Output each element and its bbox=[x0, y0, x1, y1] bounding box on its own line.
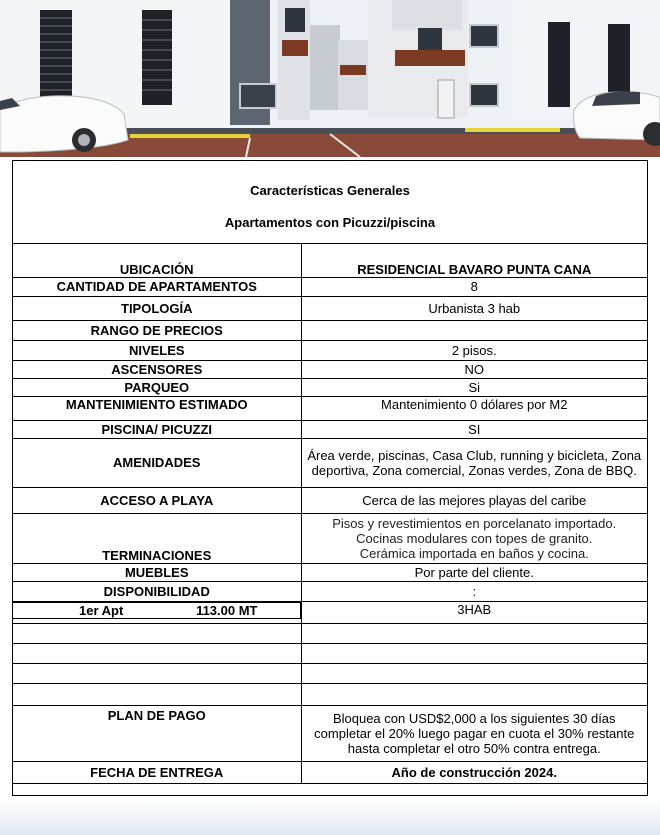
table-row-empty bbox=[13, 623, 647, 643]
row-label-parqueo: PARQUEO bbox=[13, 378, 301, 396]
row-value-niveles: 2 pisos. bbox=[301, 340, 647, 360]
table-row bbox=[13, 320, 647, 340]
row-value-muebles: Por parte del cliente. bbox=[301, 563, 647, 581]
row-label-cantidad: CANTIDAD DE APARTAMENTOS bbox=[13, 277, 301, 296]
terminaciones-line: Cerámica importada en baños y cocina. bbox=[359, 545, 589, 561]
table-row bbox=[13, 420, 647, 438]
row-value-mantenimiento: Mantenimiento 0 dólares por M2 bbox=[301, 396, 647, 420]
building-render-photo bbox=[0, 0, 660, 157]
table-row bbox=[13, 243, 647, 277]
row-label-fecha: FECHA DE ENTREGA bbox=[13, 761, 301, 783]
row-value-tipologia: Urbanista 3 hab bbox=[301, 296, 647, 320]
table-row bbox=[13, 296, 647, 320]
document-subtitle: Apartamentos con Picuzzi/piscina bbox=[224, 215, 436, 230]
apartment-name: 1er Apt bbox=[79, 602, 124, 618]
building-render-illustration bbox=[0, 0, 660, 157]
table-row bbox=[13, 563, 647, 581]
row-value-ascensores: NO bbox=[301, 360, 647, 378]
table-row bbox=[13, 601, 647, 623]
row-label-niveles: NIVELES bbox=[13, 340, 301, 360]
table-row bbox=[13, 360, 647, 378]
table-row bbox=[13, 438, 647, 487]
terminaciones-line: Pisos y revestimientos en porcelanato importado. bbox=[332, 515, 617, 531]
row-label-tipologia: TIPOLOGÍA bbox=[13, 296, 301, 320]
background-fade bbox=[0, 800, 660, 835]
row-value-piscina: SI bbox=[301, 420, 647, 438]
row-value-fecha: Año de construcción 2024. bbox=[301, 761, 647, 783]
row-value-amenidades: Área verde, piscinas, Casa Club, running y bicicleta, Zona deportiva, Zona comercial, Zonas verdes, Zona de BBQ. bbox=[301, 438, 647, 487]
table-row bbox=[13, 705, 647, 761]
apartment-size: 113.00 MT bbox=[196, 602, 258, 618]
row-value-acceso: Cerca de las mejores playas del caribe bbox=[301, 487, 647, 513]
row-value-cantidad: 8 bbox=[301, 277, 647, 296]
row-label-terminaciones: TERMINACIONES bbox=[13, 513, 301, 563]
characteristics-sheet bbox=[12, 160, 648, 796]
row-value-plan: Bloquea con USD$2,000 a los siguientes 30 días completar el 20% luego pagar en cuota el 30% restante hasta completar el otro 50% contra entrega. bbox=[301, 705, 647, 761]
row-label-amenidades: AMENIDADES bbox=[13, 438, 301, 487]
table-row bbox=[13, 581, 647, 601]
row-label-mantenimiento: MANTENIMIENTO ESTIMADO bbox=[13, 396, 301, 420]
title-block bbox=[13, 161, 647, 244]
row-label-rango: RANGO DE PRECIOS bbox=[13, 320, 301, 340]
terminaciones-line: Cocinas modulares con topes de granito. bbox=[356, 530, 593, 546]
row-value-disponibilidad: : bbox=[301, 581, 647, 601]
table-row-empty bbox=[13, 683, 647, 705]
table-row bbox=[13, 487, 647, 513]
characteristics-table bbox=[13, 243, 647, 784]
table-row bbox=[13, 396, 647, 420]
table-row-empty bbox=[13, 663, 647, 683]
table-row bbox=[13, 277, 647, 296]
table-row bbox=[13, 513, 647, 563]
table-row bbox=[13, 378, 647, 396]
row-value-ubicacion: RESIDENCIAL BAVARO PUNTA CANA bbox=[301, 243, 647, 277]
row-value-parqueo: Si bbox=[301, 378, 647, 396]
row-label-acceso: ACCESO A PLAYA bbox=[13, 487, 301, 513]
document-title: Características Generales bbox=[250, 183, 410, 198]
row-label-disponibilidad: DISPONIBILIDAD bbox=[13, 581, 301, 601]
table-row bbox=[13, 340, 647, 360]
row-label-plan: PLAN DE PAGO bbox=[13, 705, 301, 761]
table-row bbox=[13, 761, 647, 783]
row-value-apartamento: 3HAB bbox=[301, 601, 647, 623]
row-label-piscina: PISCINA/ PICUZZI bbox=[13, 420, 301, 438]
row-label-ubicacion: UBICACIÓN bbox=[13, 243, 301, 277]
row-value-rango bbox=[301, 320, 647, 340]
row-label-muebles: MUEBLES bbox=[13, 563, 301, 581]
row-label-ascensores: ASCENSORES bbox=[13, 360, 301, 378]
table-row-empty bbox=[13, 643, 647, 663]
row-label-apartamento bbox=[13, 602, 301, 619]
row-value-terminaciones bbox=[301, 513, 647, 563]
